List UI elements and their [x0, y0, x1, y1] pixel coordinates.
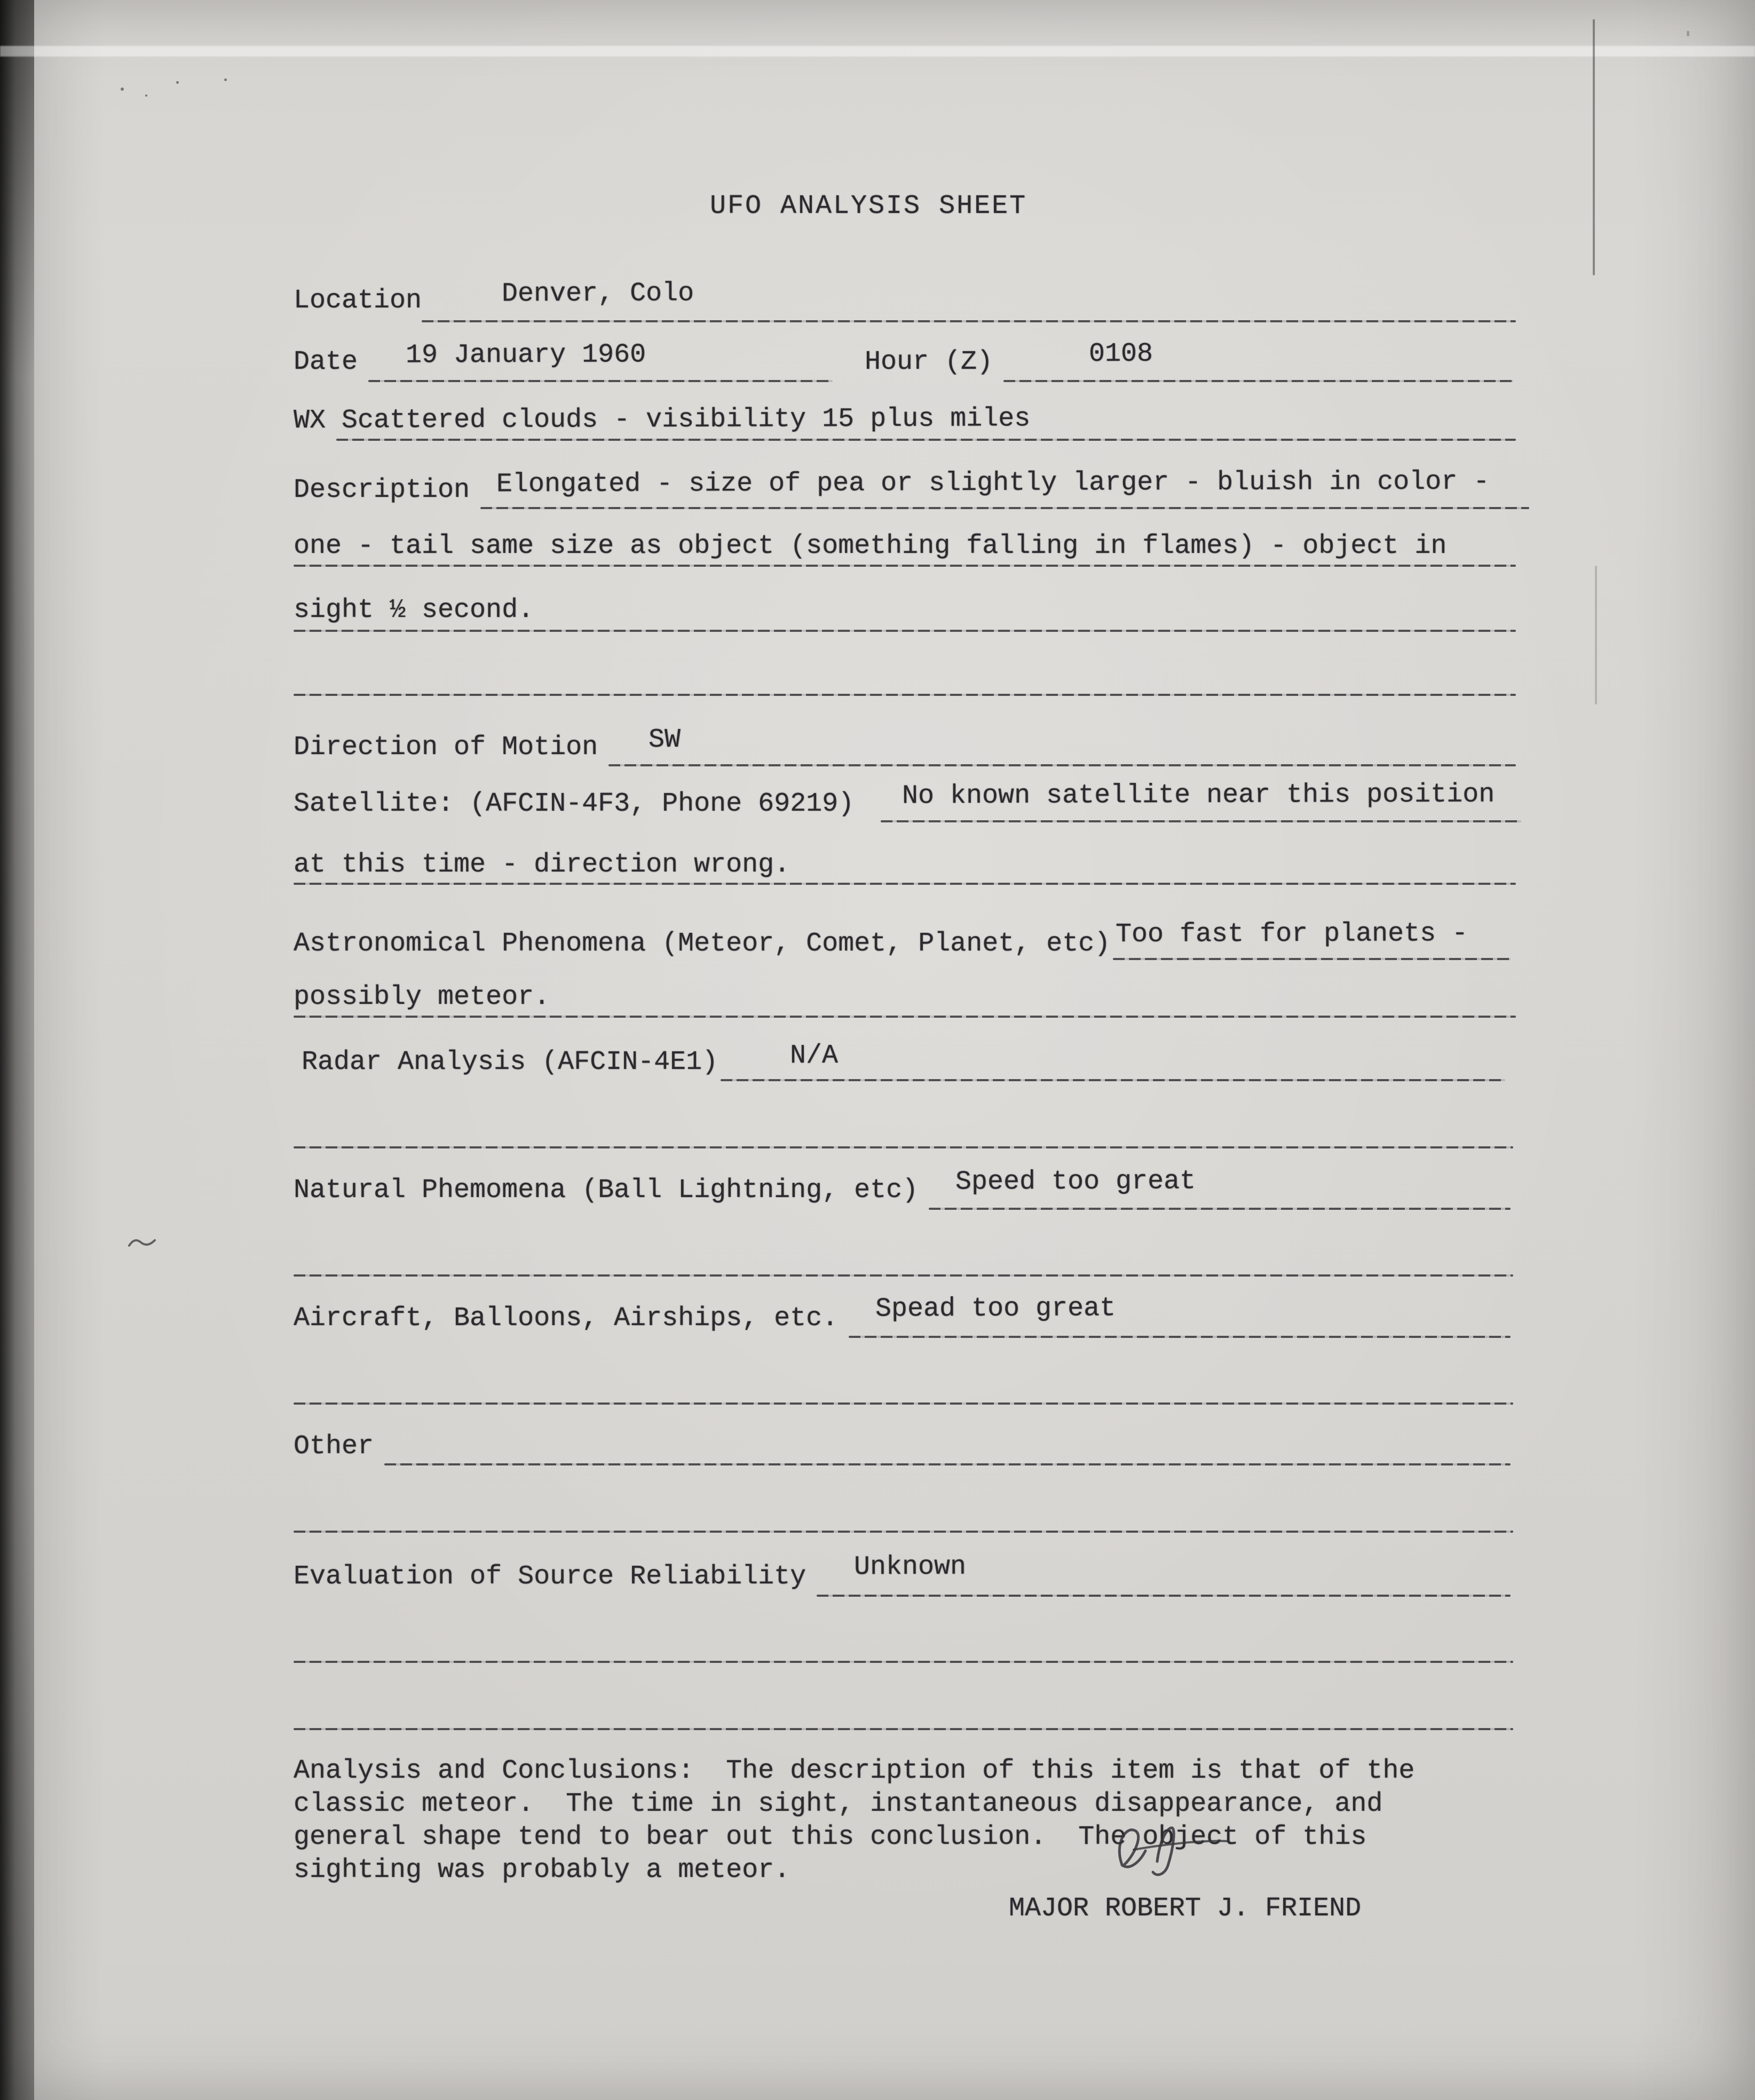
signature-mark [1100, 1819, 1238, 1888]
astronomical-label: Astronomical Phenomena (Meteor, Comet, Planet, etc) [294, 929, 1111, 959]
other-underline [384, 1463, 1511, 1465]
wx-value: Scattered clouds - visibility 15 plus miles [341, 403, 1031, 436]
description-label: Description [294, 475, 470, 505]
description-underline-3 [294, 630, 1516, 632]
analysis-line2: classic meteor. The time in sight, instantaneous disappearance, and [294, 1789, 1383, 1819]
description-underline-1 [480, 507, 1529, 509]
aircraft-value: Spead too great [875, 1293, 1116, 1325]
evaluation-label: Evaluation of Source Reliability [294, 1562, 807, 1592]
scan-edge-shadow [0, 0, 34, 2100]
aircraft-underline [849, 1336, 1511, 1338]
radar-label: Radar Analysis (AFCIN-4E1) [302, 1047, 718, 1077]
direction-label: Direction of Motion [294, 732, 598, 763]
blank-underline-7 [294, 1728, 1513, 1730]
date-label: Date [294, 347, 358, 377]
other-label: Other [294, 1431, 374, 1462]
signer-name: MAJOR ROBERT J. FRIEND [1009, 1893, 1362, 1924]
scan-scratch-line-2 [1595, 566, 1597, 704]
location-value: Denver, Colo [501, 278, 694, 310]
natural-value: Speed too great [955, 1166, 1196, 1198]
astronomical-underline-1 [1113, 958, 1511, 960]
satellite-underline-1 [881, 820, 1521, 822]
description-underline-2 [294, 565, 1516, 567]
pencil-tick-mark [127, 1234, 159, 1252]
date-value: 19 January 1960 [405, 339, 646, 371]
hour-label: Hour (Z) [865, 347, 993, 377]
scan-speck [1687, 31, 1689, 36]
blank-underline-1 [294, 694, 1516, 696]
analysis-line1: Analysis and Conclusions: The description of this item is that of the [294, 1756, 1415, 1786]
evaluation-underline [817, 1595, 1511, 1597]
blank-underline-6 [294, 1661, 1513, 1663]
radar-underline [721, 1079, 1505, 1081]
astronomical-value-line2: possibly meteor. [294, 982, 550, 1012]
scan-speck [176, 81, 179, 84]
scan-speck [145, 94, 147, 97]
blank-underline-5 [294, 1531, 1513, 1533]
evaluation-value: Unknown [853, 1551, 967, 1583]
description-value-line2: one - tail same size as object (something falling in flames) - object in [294, 531, 1447, 561]
hour-underline [1003, 380, 1513, 382]
wx-underline [336, 439, 1516, 441]
document-title: UFO ANALYSIS SHEET [710, 191, 1027, 221]
scan-speck [121, 88, 124, 91]
analysis-line3: general shape tend to bear out this conclusion. The object of this [294, 1822, 1367, 1852]
direction-value: SW [648, 724, 681, 756]
astronomical-underline-2 [294, 1016, 1516, 1018]
satellite-underline-2 [294, 883, 1516, 885]
location-underline [422, 320, 1516, 322]
satellite-value-line1: No known satellite near this position [902, 779, 1495, 812]
blank-underline-4 [294, 1402, 1513, 1405]
scan-scratch-line [1593, 19, 1595, 275]
direction-underline [608, 764, 1516, 766]
blank-underline-3 [294, 1274, 1513, 1277]
natural-underline [929, 1208, 1511, 1210]
description-value-line3: sight ½ second. [294, 595, 534, 625]
hour-value: 0108 [1088, 338, 1153, 370]
scan-fold-line [0, 46, 1755, 57]
wx-label: WX [294, 406, 326, 436]
blank-underline-2 [294, 1146, 1513, 1148]
analysis-line4: sighting was probably a meteor. [294, 1855, 790, 1885]
natural-label: Natural Phemomena (Ball Lightning, etc) [294, 1175, 919, 1206]
location-label: Location [294, 286, 422, 316]
aircraft-label: Aircraft, Balloons, Airships, etc. [294, 1303, 839, 1334]
satellite-value-line2: at this time - direction wrong. [294, 850, 790, 880]
description-value-line1: Elongated - size of pea or slightly larger - bluish in color - [496, 466, 1490, 500]
radar-value: N/A [789, 1040, 839, 1072]
scan-speck [224, 78, 227, 81]
satellite-label: Satellite: (AFCIN-4F3, Phone 69219) [294, 789, 855, 819]
astronomical-value-line1: Too fast for planets - [1115, 918, 1468, 950]
date-underline [368, 380, 833, 382]
